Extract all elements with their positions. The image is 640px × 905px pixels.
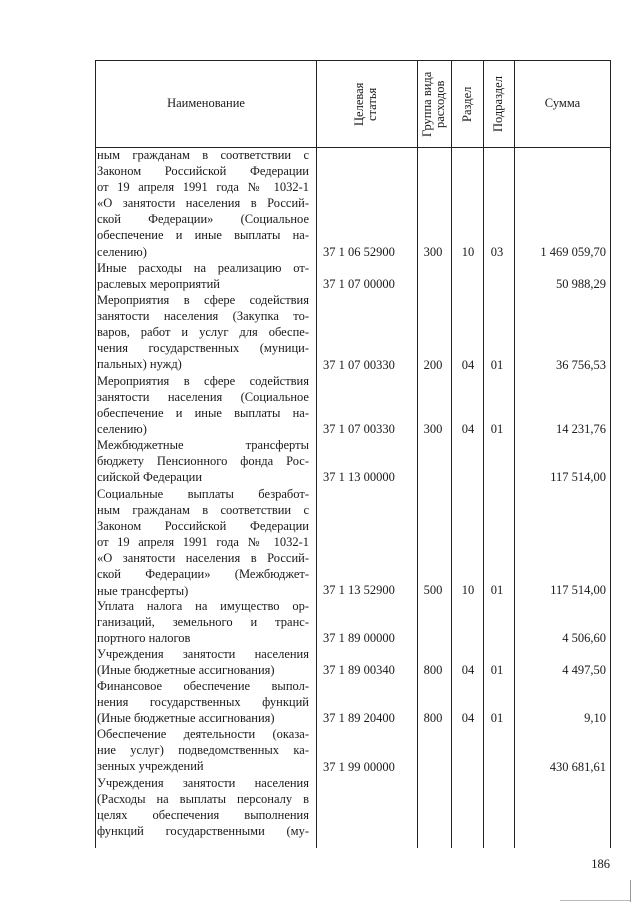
- col-divider-sum: [514, 60, 515, 848]
- name-line: обеспечение и иные выплаты на-: [97, 228, 309, 243]
- header-target-article: Целевая статья: [352, 82, 379, 126]
- cell-expense-group: 200: [423, 358, 443, 372]
- cell-expense-group: 800: [423, 663, 443, 677]
- header-sum: Сумма: [544, 96, 581, 110]
- cell-sum: 36 756,53: [556, 358, 606, 372]
- row-name: [97, 147, 309, 260]
- cell-subsection: 01: [490, 711, 504, 725]
- row-name: [97, 292, 309, 372]
- name-line: ганизаций, земельного и транс-: [97, 615, 309, 630]
- cell-sum: 430 681,61: [549, 760, 606, 774]
- header-section: Раздел: [460, 86, 474, 122]
- cell-subsection: 03: [490, 245, 504, 259]
- cell-section: 04: [461, 663, 475, 677]
- scan-edge-mark: [560, 900, 630, 901]
- name-line: варов, работ и услуг для обеспе-: [97, 325, 309, 340]
- cell-subsection: 01: [490, 583, 504, 597]
- table-right-border: [610, 60, 611, 848]
- cell-expense-group: 500: [423, 583, 443, 597]
- name-line: Обеспечение деятельности (оказа-: [97, 727, 309, 741]
- name-line: Мероприятия в сфере содействия: [97, 374, 309, 388]
- name-line: селению): [97, 244, 147, 259]
- cell-sum: 50 988,29: [556, 277, 606, 291]
- page-number: 186: [591, 857, 610, 871]
- cell-expense-group: 300: [423, 422, 443, 436]
- row-name: [97, 726, 309, 774]
- name-line: ской Федерации» (Межбюджет-: [97, 567, 309, 582]
- table-top-border: [95, 60, 611, 61]
- name-line: ние услуг) подведомственных ка-: [97, 743, 309, 758]
- row-name: [97, 373, 309, 437]
- name-line: ные трансферты): [97, 583, 189, 598]
- cell-section: 10: [461, 245, 475, 259]
- name-line: ской Федерации» (Социальное: [97, 212, 309, 227]
- name-line: (Расходы на выплаты персоналу в: [97, 792, 309, 807]
- name-line: сийской Федерации: [97, 470, 203, 485]
- row-name: [97, 598, 309, 646]
- cell-expense-group: 800: [423, 711, 443, 725]
- name-line: Учреждения занятости населения: [97, 776, 309, 790]
- cell-target-article: 37 1 07 00330: [323, 358, 395, 372]
- row-name: [97, 678, 309, 726]
- cell-target-article: 37 1 13 52900: [323, 583, 395, 597]
- cell-subsection: 01: [490, 358, 504, 372]
- cell-sum: 117 514,00: [550, 470, 606, 484]
- header-name: Наименование: [167, 96, 245, 110]
- scan-edge-mark: [630, 880, 631, 902]
- name-line: раслевых мероприятий: [97, 277, 220, 292]
- table-left-border: [95, 60, 96, 848]
- cell-subsection: 01: [490, 422, 504, 436]
- name-line: ным гражданам в соответствии с: [97, 148, 309, 162]
- cell-section: 04: [461, 711, 475, 725]
- row-name: [97, 260, 309, 292]
- name-line: занятости населения (Закупка то-: [97, 309, 309, 324]
- cell-sum: 4 506,60: [562, 631, 606, 645]
- row-name: [97, 486, 309, 599]
- cell-section: 10: [461, 583, 475, 597]
- cell-section: 04: [461, 422, 475, 436]
- name-line: занятости населения (Социальное: [97, 390, 309, 405]
- name-line: чения государственных (муници-: [97, 341, 309, 356]
- name-line: (Иные бюджетные ассигнования): [97, 663, 275, 678]
- name-line: нения государственных функций: [97, 695, 309, 710]
- name-line: от 19 апреля 1991 года № 1032-1: [97, 180, 309, 195]
- name-line: Учреждения занятости населения: [97, 647, 309, 661]
- header-subsection: Подраздел: [491, 76, 505, 132]
- name-line: целях обеспечения выполнения: [97, 808, 309, 823]
- cell-target-article: 37 1 06 52900: [323, 245, 395, 259]
- cell-sum: 4 497,50: [562, 663, 606, 677]
- name-line: Законом Российской Федерации: [97, 164, 309, 179]
- name-line: Законом Российской Федерации: [97, 519, 309, 534]
- col-divider-group: [417, 60, 418, 848]
- header-expense-group: Группа вида расходов: [420, 71, 447, 137]
- cell-target-article: 37 1 89 20400: [323, 711, 395, 725]
- name-line: (Иные бюджетные ассигнования): [97, 711, 275, 726]
- row-name: [97, 646, 309, 678]
- name-line: бюджету Пенсионного фонда Рос-: [97, 454, 309, 469]
- name-line: функций государственными (му-: [97, 824, 309, 839]
- name-line: зенных учреждений: [97, 759, 204, 774]
- row-name: [97, 437, 309, 485]
- cell-sum: 14 231,76: [556, 422, 606, 436]
- cell-section: 04: [461, 358, 475, 372]
- name-line: обеспечение и иные выплаты на-: [97, 406, 309, 421]
- col-divider-subsection: [483, 60, 484, 848]
- col-divider-section: [451, 60, 452, 848]
- cell-subsection: 01: [490, 663, 504, 677]
- cell-target-article: 37 1 13 00000: [323, 470, 395, 484]
- cell-target-article: 37 1 07 00000: [323, 277, 395, 291]
- cell-target-article: 37 1 07 00330: [323, 422, 395, 436]
- col-divider-code: [316, 60, 317, 848]
- name-line: «О занятости населения в Россий-: [97, 551, 309, 566]
- name-line: Межбюджетные трансферты: [97, 438, 309, 452]
- name-line: Финансовое обеспечение выпол-: [97, 679, 309, 693]
- cell-sum: 117 514,00: [550, 583, 606, 597]
- cell-sum: 1 469 059,70: [540, 245, 606, 259]
- name-line: селению): [97, 422, 147, 437]
- name-line: от 19 апреля 1991 года № 1032-1: [97, 535, 309, 550]
- cell-target-article: 37 1 89 00000: [323, 631, 395, 645]
- name-line: Мероприятия в сфере содействия: [97, 293, 309, 307]
- name-line: Иные расходы на реализацию от-: [97, 261, 309, 275]
- name-line: пальных) нужд): [97, 357, 182, 372]
- name-line: ным гражданам в соответствии с: [97, 503, 309, 518]
- cell-sum: 9,10: [584, 711, 606, 725]
- cell-expense-group: 300: [423, 245, 443, 259]
- name-line: Социальные выплаты безработ-: [97, 487, 309, 501]
- name-line: Уплата налога на имущество ор-: [97, 599, 309, 613]
- name-line: «О занятости населения в Россий-: [97, 196, 309, 211]
- row-name: [97, 775, 309, 839]
- cell-target-article: 37 1 99 00000: [323, 760, 395, 774]
- name-line: портного налогов: [97, 631, 191, 646]
- cell-target-article: 37 1 89 00340: [323, 663, 395, 677]
